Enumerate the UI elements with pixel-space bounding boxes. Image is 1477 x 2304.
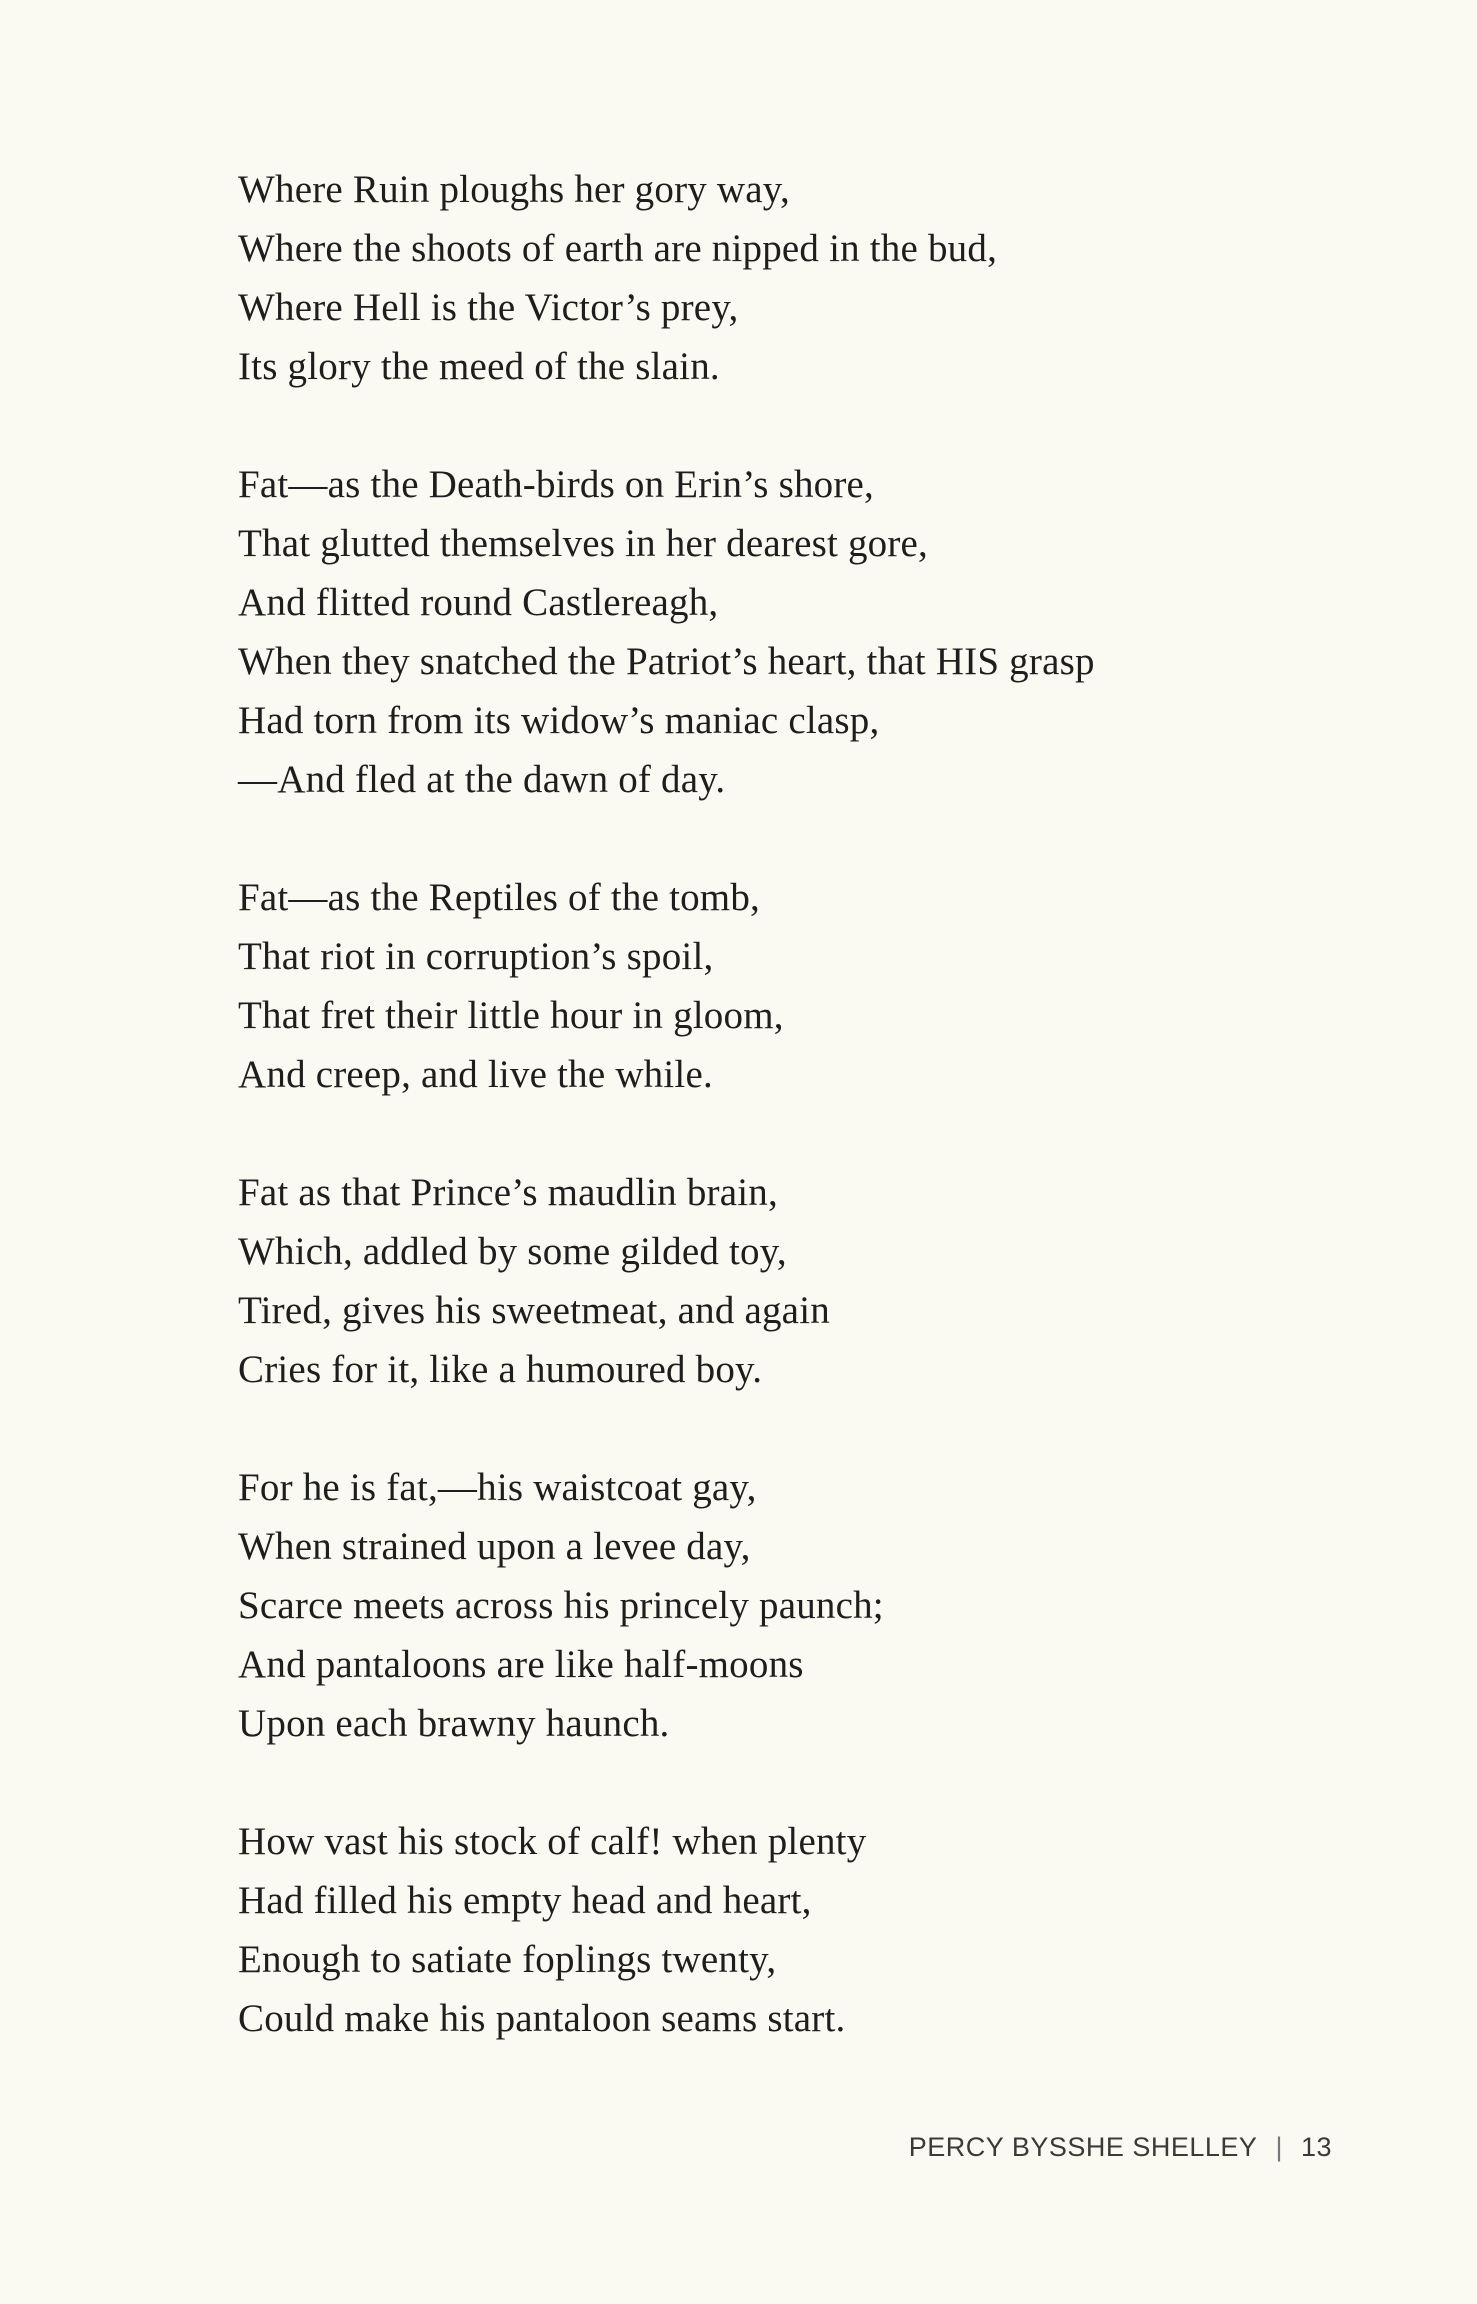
poem-line: That fret their little hour in gloom, — [238, 994, 784, 1037]
stanza-1 — [238, 160, 1338, 396]
poem-line: Fat—as the Reptiles of the tomb, — [238, 876, 760, 919]
poem-line: For he is fat,—his waistcoat gay, — [238, 1466, 757, 1509]
poem-line: Could make his pantaloon seams start. — [238, 1997, 846, 2040]
poem-line: How vast his stock of calf! when plenty — [238, 1820, 867, 1863]
poem-line: And creep, and live the while. — [238, 1053, 713, 1096]
poem-line: When strained upon a levee day, — [238, 1525, 751, 1568]
poem-line: And pantaloons are like half-moons — [238, 1643, 804, 1686]
poem-line: Fat—as the Death-birds on Erin’s shore, — [238, 463, 875, 506]
poem-line: Where the shoots of earth are nipped in the bud, — [238, 227, 998, 270]
poem-line: Fat as that Prince’s maudlin brain, — [238, 1171, 778, 1214]
poem-line: When they snatched the Patriot’s heart, that HIS grasp — [238, 640, 1095, 683]
page-number: 13 — [1300, 2132, 1332, 2162]
page-footer — [909, 2132, 1332, 2163]
poem-line: Which, addled by some gilded toy, — [238, 1230, 787, 1273]
poem-line: Upon each brawny haunch. — [238, 1702, 670, 1745]
stanza-6 — [238, 1812, 1338, 2048]
poem-line: That glutted themselves in her dearest gore, — [238, 522, 928, 565]
poem-line: —And fled at the dawn of day. — [238, 758, 726, 801]
poem-line: That riot in corruption’s spoil, — [238, 935, 714, 978]
stanza-2 — [238, 455, 1338, 809]
poem-line: And flitted round Castlereagh, — [238, 581, 719, 624]
poem-line: Had filled his empty head and heart, — [238, 1879, 812, 1922]
running-footer-author: PERCY BYSSHE SHELLEY — [908, 2132, 1258, 2162]
stanza-4 — [238, 1163, 1338, 1399]
poem-line: Enough to satiate foplings twenty, — [238, 1938, 777, 1981]
poem-line: Where Ruin ploughs her gory way, — [238, 168, 790, 211]
poem-body — [238, 160, 1338, 2107]
poem-line: Tired, gives his sweetmeat, and again — [238, 1289, 830, 1332]
poem-line: Where Hell is the Victor’s prey, — [238, 286, 739, 329]
poem-line: Its glory the meed of the slain. — [238, 345, 720, 388]
stanza-3 — [238, 868, 1338, 1104]
poem-line: Had torn from its widow’s maniac clasp, — [238, 699, 880, 742]
footer-separator: | — [1275, 2132, 1283, 2162]
poem-line: Cries for it, like a humoured boy. — [238, 1348, 763, 1391]
stanza-5 — [238, 1458, 1338, 1753]
poem-line: Scarce meets across his princely paunch; — [238, 1584, 884, 1627]
